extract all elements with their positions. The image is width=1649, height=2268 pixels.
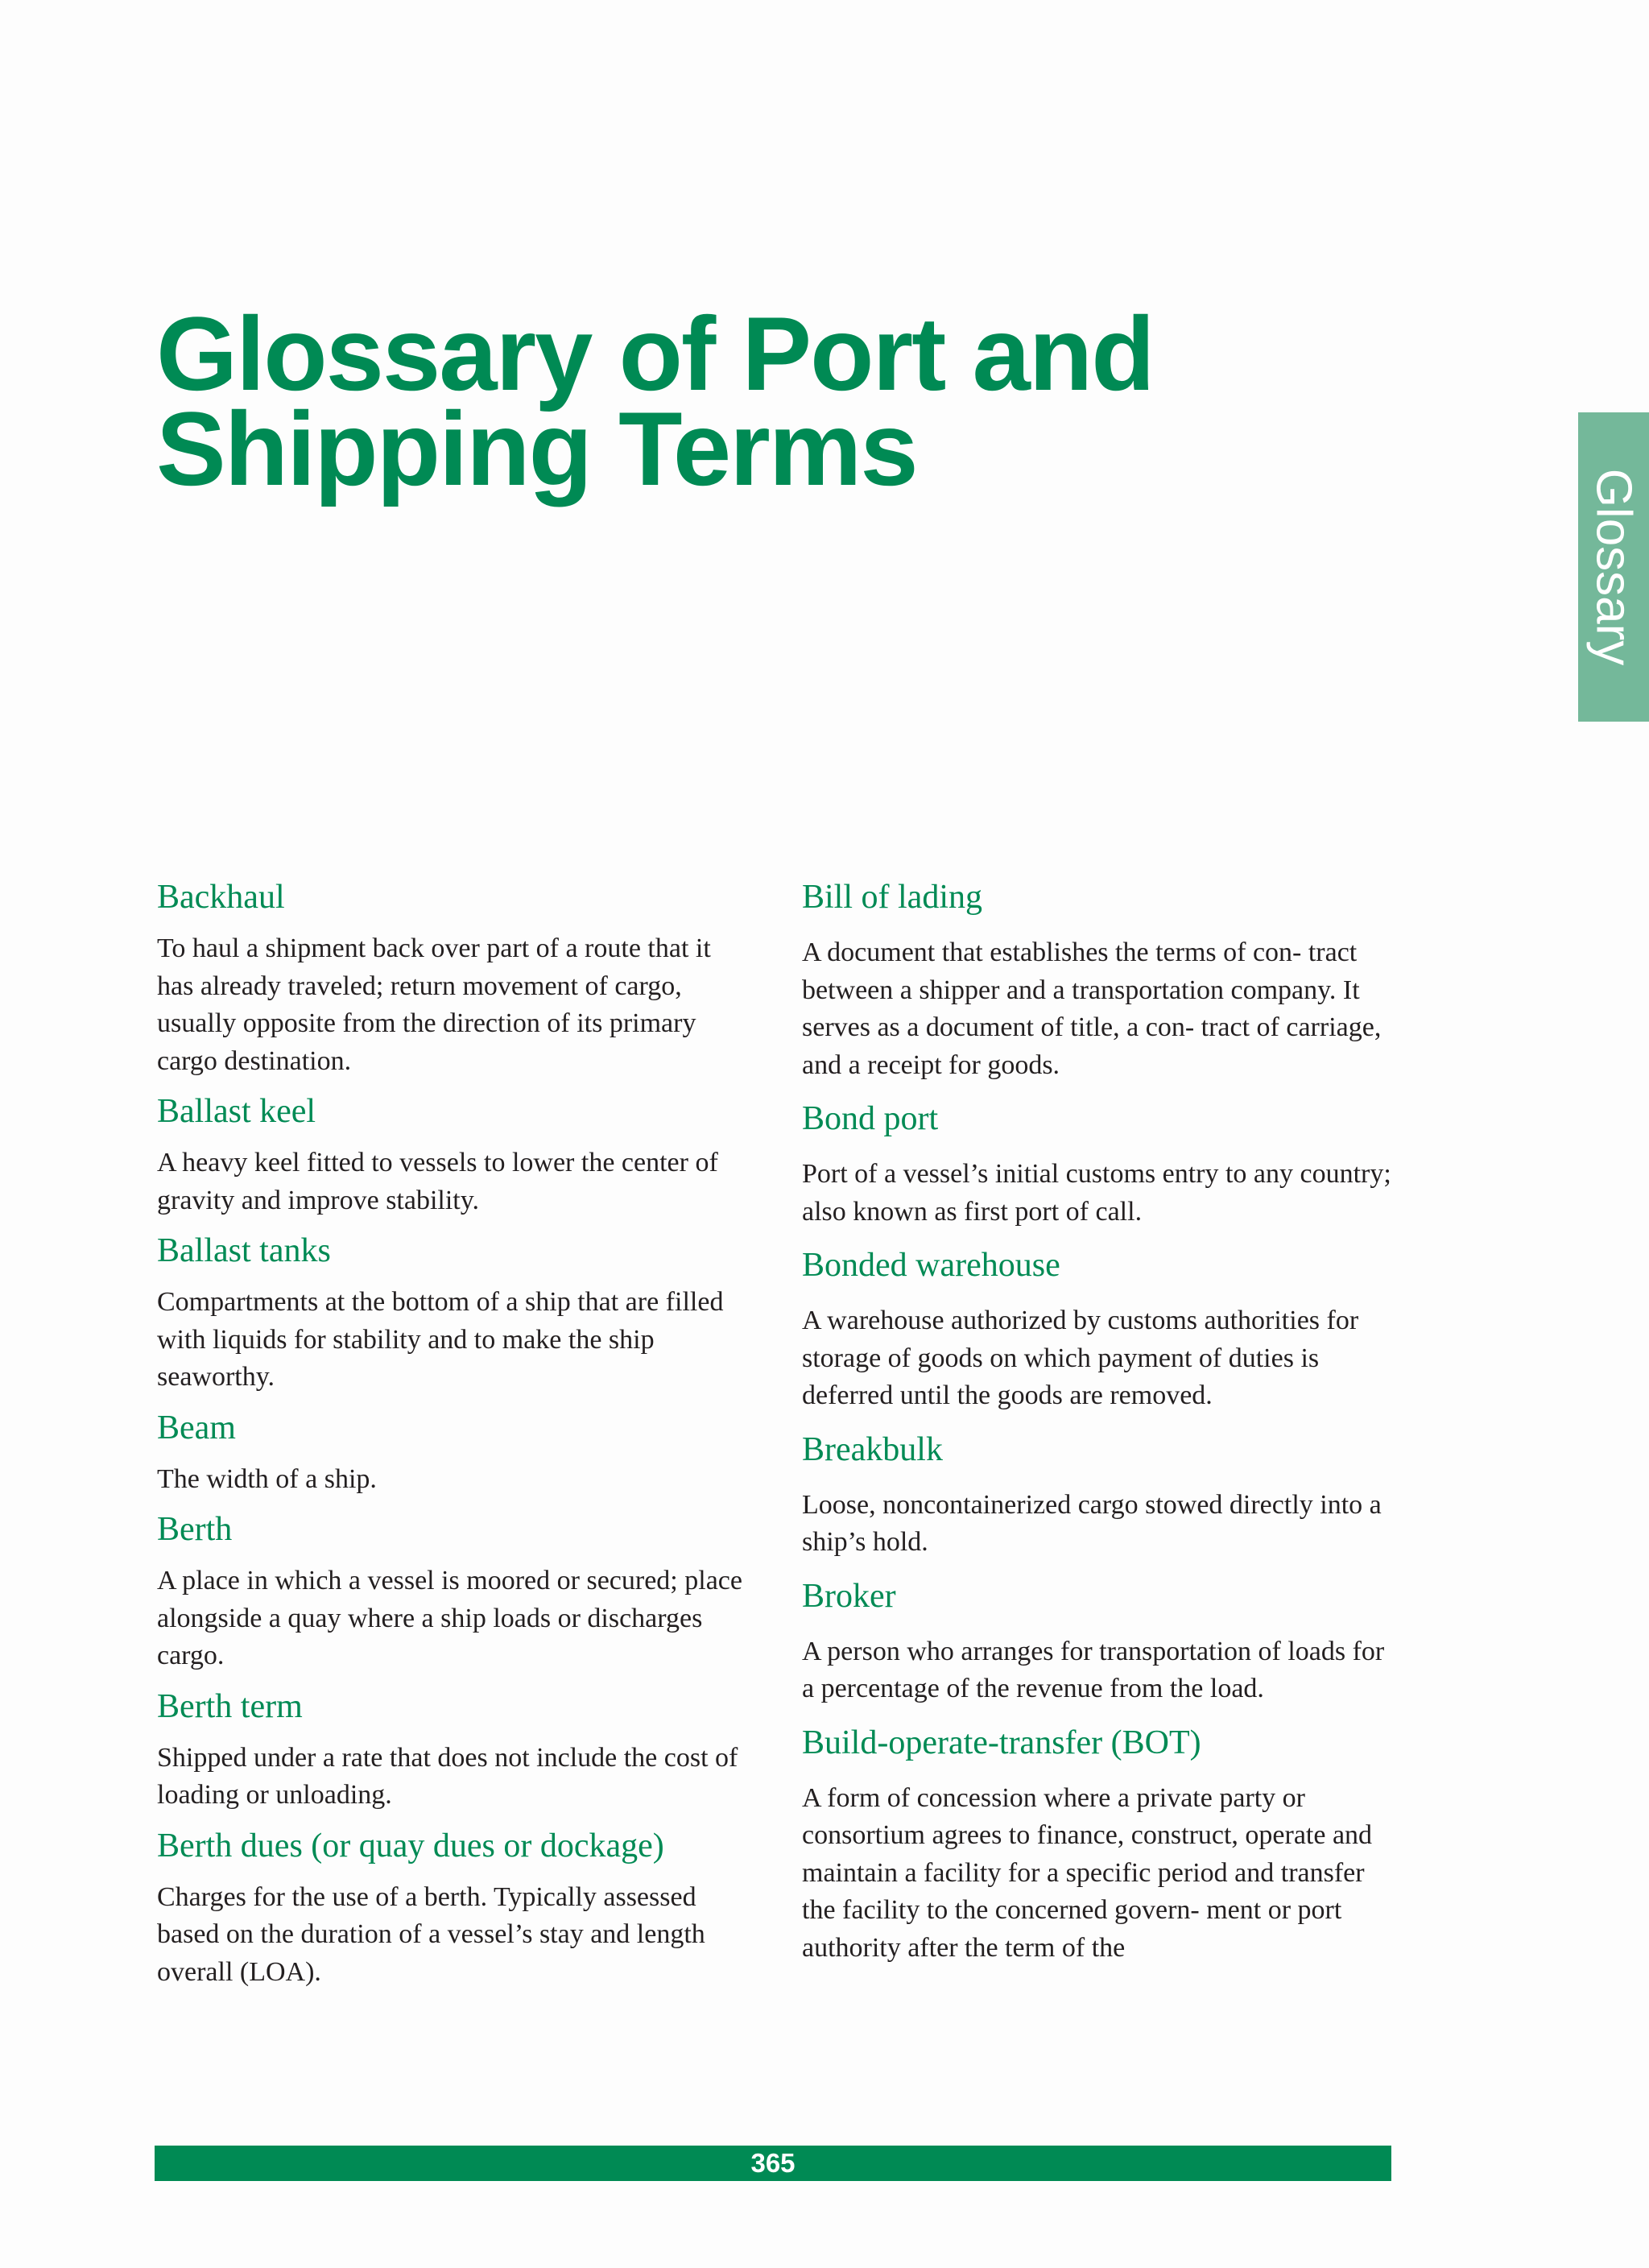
glossary-entry <box>157 1683 753 1815</box>
glossary-term: Berth term <box>157 1687 303 1725</box>
page-title-line-2: Shipping Terms <box>156 390 917 507</box>
page-number: 365 <box>750 2148 796 2178</box>
page-title-line-1: Glossary of Port and <box>156 295 1154 412</box>
glossary-column-right <box>802 874 1398 1967</box>
glossary-definition: Loose, noncontainerized cargo stowed directly into a ship’s hold. <box>802 1489 1382 1557</box>
glossary-entry <box>157 1227 753 1397</box>
page-title <box>156 295 1154 507</box>
glossary-definition: To haul a shipment back over part of a route that it has already traveled; return movement of cargo, usually opposite from the direction of its primary cargo destination. <box>157 933 711 1076</box>
glossary-definition: A form of concession where a private party or consortium agrees to finance, construct, operate and maintain a facility for a specific period and transfer the facility to the concerned govern- ment or port authority after the term of the <box>802 1782 1373 1963</box>
glossary-term: Breakbulk <box>802 1430 943 1468</box>
glossary-definition: Charges for the use of a berth. Typically assessed based on the duration of a vessel’s stay and length overall (LOA). <box>157 1881 705 1987</box>
glossary-term: Ballast tanks <box>157 1232 331 1269</box>
glossary-definition: A person who arranges for transportation of loads for a percentage of the revenue from the load. <box>802 1636 1385 1703</box>
glossary-definition: A document that establishes the terms of con- tract between a shipper and a transportation company. It serves as a document of title, a con- tract of carriage, and a receipt for goods. <box>802 937 1382 1080</box>
glossary-definition: Compartments at the bottom of a ship that are filled with liquids for stability and to make the ship seaworthy. <box>157 1287 724 1392</box>
glossary-entry <box>802 874 1398 1084</box>
glossary-term: Berth <box>157 1511 233 1548</box>
glossary-term: Beam <box>157 1409 236 1446</box>
glossary-definition: A place in which a vessel is moored or secured; place alongside a quay where a ship loads or discharges cargo. <box>157 1566 742 1670</box>
glossary-term: Berth dues (or quay dues or dockage) <box>157 1827 664 1864</box>
glossary-column-left <box>157 874 753 1991</box>
glossary-term: Bill of lading <box>802 879 982 916</box>
glossary-term: Bond port <box>802 1100 939 1137</box>
glossary-section-tab[interactable] <box>1578 412 1649 722</box>
glossary-term: Build-operate-transfer (BOT) <box>802 1724 1201 1761</box>
glossary-definition: The width of a ship. <box>157 1463 377 1494</box>
glossary-entry <box>157 874 753 1080</box>
glossary-term: Bonded warehouse <box>802 1247 1060 1284</box>
glossary-entry <box>157 1823 753 1992</box>
glossary-definition: Shipped under a rate that does not include the cost of loading or unloading. <box>157 1742 738 1810</box>
glossary-section-tab-label: Glossary <box>1585 468 1642 666</box>
glossary-definition: Port of a vessel’s initial customs entry to any country; also known as first port of call. <box>802 1159 1391 1227</box>
glossary-entry <box>157 1405 753 1499</box>
glossary-entry <box>802 1720 1398 1968</box>
glossary-term: Backhaul <box>157 879 285 916</box>
glossary-term: Broker <box>802 1577 896 1615</box>
glossary-definition: A warehouse authorized by customs authorities for storage of goods on which payment of duties is deferred until the goods are removed. <box>802 1306 1359 1410</box>
glossary-definition: A heavy keel fitted to vessels to lower the center of gravity and improve stability. <box>157 1148 718 1215</box>
glossary-entry <box>802 1242 1398 1415</box>
footer-bar <box>155 2146 1391 2181</box>
glossary-entry <box>802 1573 1398 1708</box>
glossary-term: Ballast keel <box>157 1093 316 1130</box>
glossary-entry <box>157 1088 753 1219</box>
glossary-entry <box>802 1095 1398 1231</box>
glossary-entry <box>157 1506 753 1675</box>
glossary-entry <box>802 1426 1398 1562</box>
